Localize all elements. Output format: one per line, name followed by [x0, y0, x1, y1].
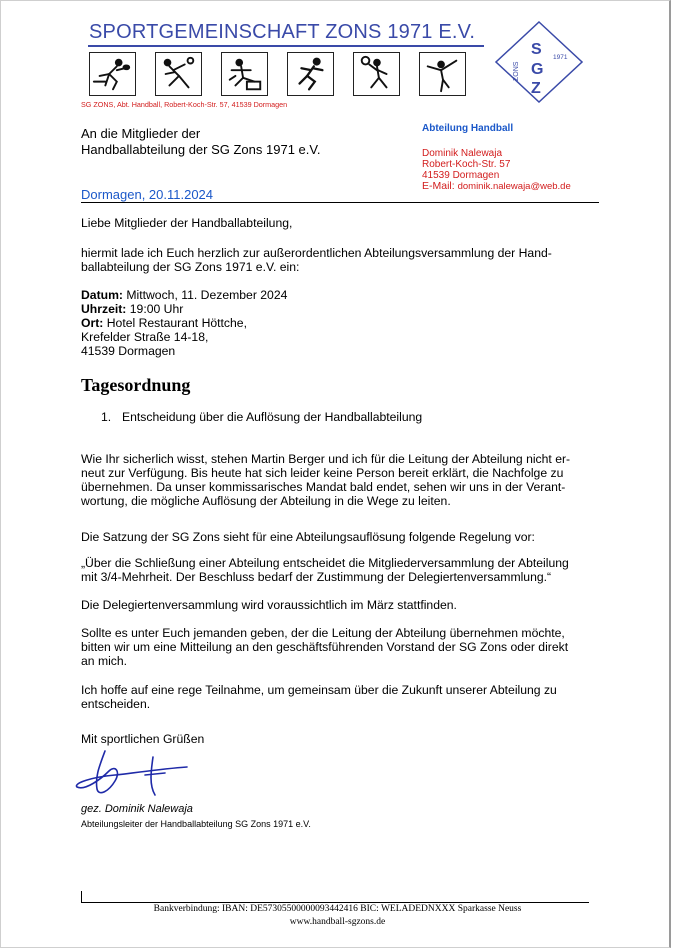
- handwritten-signature: [75, 747, 195, 807]
- tennis-icon: [353, 52, 400, 96]
- greeting: Liebe Mitglieder der Handballabteilung,: [81, 216, 293, 230]
- paragraph-6: Ich hoffe auf eine rege Teilnahme, um gemeinsam über die Zukunft unserer Abteilung zu entscheiden.: [81, 683, 557, 711]
- logo-letter-g: G: [531, 61, 544, 78]
- agenda-item: [101, 410, 422, 424]
- email-label: E-Mail:: [422, 180, 455, 192]
- date-rule: [81, 202, 599, 203]
- table-tennis-icon: [89, 52, 136, 96]
- closing: Mit sportlichen Grüßen: [81, 732, 205, 746]
- recipient-line1: An die Mitglieder der: [81, 126, 201, 141]
- intro-paragraph: hiermit lade ich Euch herzlich zur außerordentlichen Abteilungsversammlung der Hand-ballabteilung der SG Zons 1971 e.V. ein:: [81, 246, 552, 274]
- footer-bank-details: Bankverbindung: IBAN: DE57305500000093442416 BIC: WELADEDNXXX Sparkasse Neuss: [153, 904, 522, 914]
- footer-website-link[interactable]: www.handball-sgzons.de: [289, 917, 386, 927]
- paragraph-4: Die Delegiertenversammlung wird voraussichtlich im März stattfinden.: [81, 598, 457, 612]
- address-line1: Krefelder Straße 14-18,: [81, 330, 209, 344]
- department-title: Abteilung Handball: [422, 123, 514, 134]
- logo-letter-s: S: [531, 41, 542, 58]
- signature-role: Abteilungsleiter der Handballabteilung SG Zons 1971 e.V.: [81, 819, 311, 829]
- dateline: Dormagen, 20.11.2024: [81, 187, 214, 202]
- date-label: Datum:: [81, 288, 123, 302]
- dance-icon: [419, 52, 466, 96]
- club-name: SPORTGEMEINSCHAFT ZONS 1971 E.V.: [89, 21, 476, 43]
- department-contact: [422, 123, 571, 192]
- sport-icons-row: [89, 52, 466, 96]
- place-label: Ort:: [81, 316, 104, 330]
- time-label: Uhrzeit:: [81, 302, 127, 316]
- paragraph-1: Wie Ihr sicherlich wisst, stehen Martin Berger und ich für die Leitung der Abteilung nicht er-neut zur Verfügung. Bis heute hat sich leider keine Person bereit erklärt, die Nachfolge zu übernehmen. Da unser kommissarisches Mandat bald endet, sehen wir uns in der Verant-wortung, die mögliche Auflösung der Abteilung in die Wege zu leiten.: [81, 452, 571, 508]
- sender-address-line: SG ZONS, Abt. Handball, Robert-Koch-Str. 57, 41539 Dormagen: [81, 100, 288, 109]
- footer-rule: [81, 902, 589, 903]
- club-logo: [495, 21, 583, 103]
- handball-icon: [155, 52, 202, 96]
- agenda-item-number: 1.: [101, 410, 112, 424]
- contact-name: Dominik Nalewaja: [422, 148, 503, 159]
- logo-letter-z: Z: [531, 80, 541, 97]
- gymnastics-icon: [221, 52, 268, 96]
- recipient-block: [81, 126, 320, 158]
- header-rule: [88, 45, 484, 47]
- agenda-title: Tagesordnung: [81, 375, 191, 395]
- contact-email-row: [422, 181, 571, 192]
- paragraph-3-quote: „Über die Schließung einer Abteilung entscheidet die Mitgliederversammlung der Abteilung mit 3/4-Mehrheit. Der Beschluss bedarf der Zustimmung der Delegiertenversammlung.“: [81, 556, 569, 584]
- logo-year: 1971: [553, 54, 568, 61]
- contact-city: 41539 Dormagen: [422, 170, 500, 181]
- contact-street: Robert-Koch-Str. 57: [422, 159, 511, 170]
- running-icon: [287, 52, 334, 96]
- agenda-item-text: Entscheidung über die Auflösung der Handballabteilung: [122, 410, 423, 424]
- recipient-line2: Handballabteilung der SG Zons 1971 e.V.: [81, 142, 321, 157]
- paragraph-2: Die Satzung der SG Zons sieht für eine Abteilungsauflösung folgende Regelung vor:: [81, 530, 535, 544]
- email-link[interactable]: dominik.nalewaja@web.de: [457, 181, 571, 192]
- signature-name: gez. Dominik Nalewaja: [81, 803, 193, 815]
- place-value: Hotel Restaurant Höttche,: [106, 316, 247, 330]
- logo-side-text: ZONS: [513, 61, 520, 81]
- paragraph-5: Sollte es unter Euch jemanden geben, der die Leitung der Abteilung übernehmen möchte, bitten wir um eine Mitteilung an den geschäftsführenden Vorstand der SG Zons oder direkt an mich.: [81, 626, 569, 668]
- date-value: Mittwoch, 11. Dezember 2024: [126, 288, 288, 302]
- meeting-details: [81, 288, 287, 358]
- address-line2: 41539 Dormagen: [81, 344, 176, 358]
- time-value: 19:00 Uhr: [129, 302, 184, 316]
